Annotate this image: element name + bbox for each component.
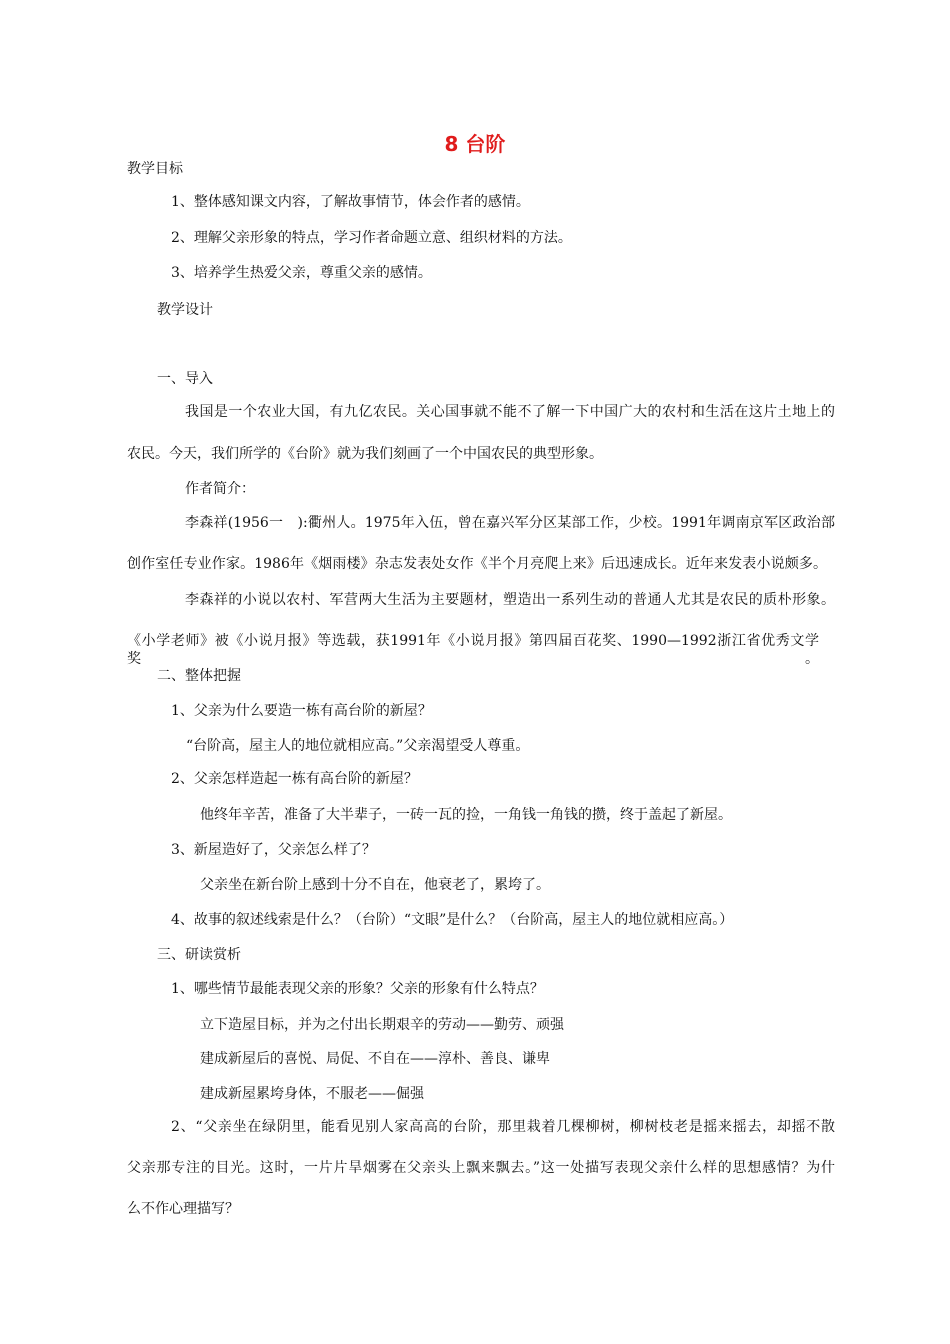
answer-item: 建成新屋累垮身体，不服老——倔强 <box>200 1086 424 1102</box>
answer-item: 他终年辛苦，准备了大半辈子，一砖一瓦的捡，一角钱一角钱的攒，终于盖起了新屋。 <box>200 807 732 823</box>
paragraph-line: 《小学老师》被《小说月报》等选载，获1991年《小说月报》第四届百花奖、1990—1992浙江省优秀文学奖。 <box>127 633 819 667</box>
question-item: 1、哪些情节最能表现父亲的形象？父亲的形象有什么特点？ <box>171 981 544 997</box>
answer-item: “台阶高，屋主人的地位就相应高。”父亲渴望受人尊重。 <box>186 738 530 754</box>
design-heading: 教学设计 <box>157 302 213 318</box>
paragraph-line: 么不作心理描写？ <box>127 1201 239 1217</box>
question-item: 3、新屋造好了，父亲怎么样了？ <box>171 842 376 858</box>
answer-item: 父亲坐在新台阶上感到十分不自在，他衰老了，累垮了。 <box>200 877 550 893</box>
paragraph-line: 农民。今天，我们所学的《台阶》就为我们刻画了一个中国农民的典型形象。 <box>127 446 603 462</box>
section-heading: 一、导入 <box>157 371 213 387</box>
paragraph-line: 我国是一个农业大国，有九亿农民。关心国事就不能不了解一下中国广大的农村和生活在这片土地上的 <box>185 404 835 420</box>
objective-item: 2、理解父亲形象的特点，学习作者命题立意、组织材料的方法。 <box>171 230 572 246</box>
lesson-title: 8 台阶 <box>444 132 506 156</box>
paragraph-line: 李森祥(1956一 ):衢州人。1975年入伍，曾在嘉兴军分区某部工作，少校。1991年调南京军区政治部 <box>185 515 835 531</box>
question-item: 4、故事的叙述线索是什么？（台阶）“文眼”是什么？（台阶高，屋主人的地位就相应高。） <box>171 912 734 928</box>
objective-item: 1、整体感知课文内容，了解故事情节，体会作者的感情。 <box>171 194 530 210</box>
paragraph-line: 创作室任专业作家。1986年《烟雨楼》杂志发表处女作《半个月亮爬上来》后迅速成长。近年来发表小说颇多。 <box>127 556 827 572</box>
question-item: 2、父亲怎样造起一栋有高台阶的新屋？ <box>171 771 418 787</box>
author-heading: 作者简介： <box>185 481 255 497</box>
paragraph-line: 父亲那专注的目光。这时，一片片旱烟雾在父亲头上飘来飘去。”这一处描写表现父亲什么样的思想感情？为什 <box>127 1160 835 1176</box>
answer-item: 建成新屋后的喜悦、局促、不自在——淳朴、善良、谦卑 <box>200 1051 550 1067</box>
question-item: 1、父亲为什么要造一栋有高台阶的新屋？ <box>171 703 432 719</box>
objectives-heading: 教学目标 <box>127 161 183 177</box>
objective-item: 3、培养学生热爱父亲，尊重父亲的感情。 <box>171 265 432 281</box>
answer-item: 立下造屋目标，并为之付出长期艰辛的劳动——勤劳、顽强 <box>200 1017 564 1033</box>
paragraph-line: 李森祥的小说以农村、军营两大生活为主要题材，塑造出一系列生动的普通人尤其是农民的质朴形象。 <box>185 592 835 608</box>
section-heading: 三、研读赏析 <box>157 947 241 963</box>
paragraph-line: 2、“父亲坐在绿阴里，能看见别人家高高的台阶，那里栽着几棵柳树，柳树枝老是摇来摇去，却摇不散 <box>171 1119 835 1135</box>
section-heading: 二、整体把握 <box>157 668 241 684</box>
